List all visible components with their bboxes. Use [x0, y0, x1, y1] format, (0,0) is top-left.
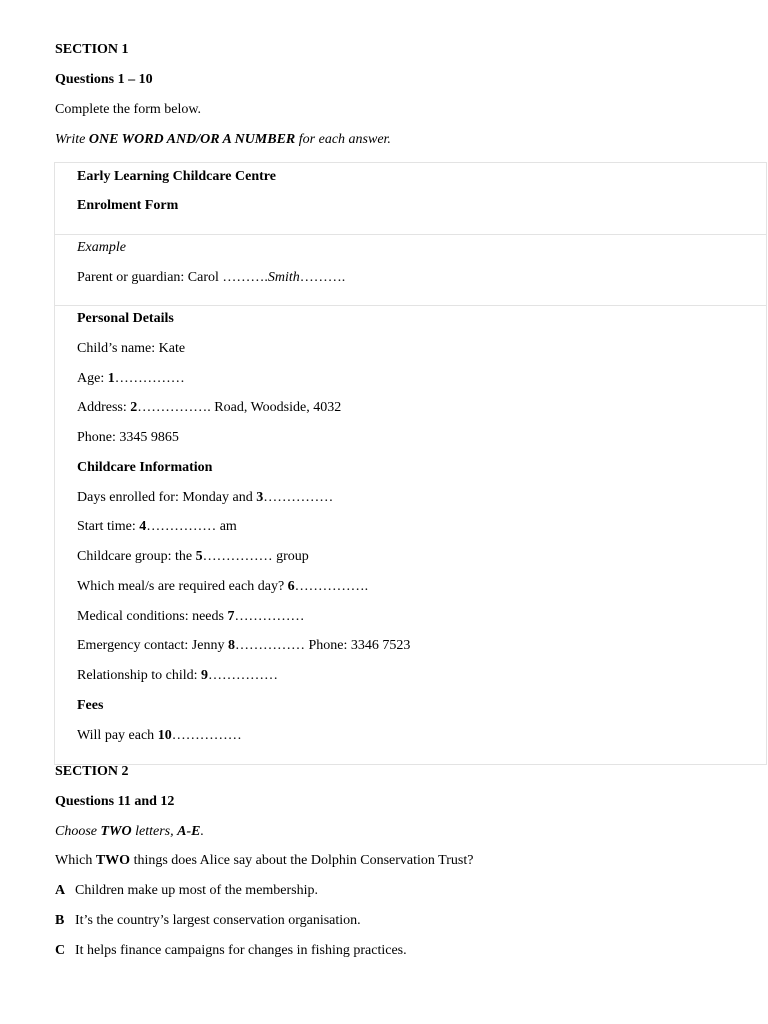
medical-blank: ……………: [234, 609, 305, 624]
example-answer: Smith: [267, 270, 300, 285]
write-emphasis: ONE WORD AND/OR A NUMBER: [88, 132, 296, 147]
relationship-blank: ……………: [208, 668, 279, 683]
start-rest: …………… am: [146, 519, 237, 534]
start-time-line: [77, 518, 237, 536]
option-a: [55, 882, 318, 900]
medical-line: [77, 608, 304, 626]
meal-line: [77, 578, 368, 596]
section-1-title: SECTION 1: [55, 42, 129, 57]
choose-emphasis-1: TWO: [100, 824, 132, 839]
write-prefix: Write: [55, 132, 89, 147]
question-10-number: 10: [157, 728, 172, 743]
choose-instruction: [55, 823, 204, 841]
age-line: [77, 370, 185, 388]
relationship-label: Relationship to child:: [77, 668, 202, 683]
which-prefix: Which: [55, 853, 96, 868]
example-prefix: Parent or guardian: Carol ……….: [77, 270, 268, 285]
question-9-number: 9: [201, 668, 209, 683]
meal-blank: …………….: [294, 579, 369, 594]
address-rest: ……………. Road, Woodside, 4032: [137, 400, 342, 415]
form-divider-1: [55, 234, 766, 235]
which-emphasis: TWO: [95, 853, 131, 868]
group-line: [77, 548, 309, 566]
question-7-number: 7: [227, 609, 235, 624]
form-divider-2: [55, 305, 766, 306]
relationship-line: [77, 667, 278, 685]
phone-line: Phone: 3345 9865: [77, 430, 179, 445]
write-suffix: for each answer.: [295, 132, 391, 147]
question-2-number: 2: [130, 400, 138, 415]
option-letter: A: [55, 883, 66, 898]
choose-suffix: .: [200, 824, 204, 839]
pay-blank: ……………: [171, 728, 242, 743]
age-label: Age:: [77, 371, 108, 386]
question-1-number: 1: [107, 371, 115, 386]
pay-line: [77, 727, 242, 745]
meal-label: Which meal/s are required each day?: [77, 579, 288, 594]
choose-emphasis-2: A-E: [177, 824, 201, 839]
emergency-line: [77, 637, 410, 655]
child-name-line: Child’s name: Kate: [77, 341, 186, 356]
group-label: Childcare group: the: [77, 549, 196, 564]
question-3-number: 3: [256, 490, 264, 505]
choose-prefix: Choose: [55, 824, 101, 839]
medical-label: Medical conditions: needs: [77, 609, 228, 624]
question-prompt: [55, 852, 473, 870]
age-blank: ……………: [114, 371, 185, 386]
option-c: [55, 942, 407, 960]
days-blank: ……………: [263, 490, 334, 505]
example-suffix: ……….: [299, 270, 346, 285]
question-6-number: 6: [287, 579, 295, 594]
option-letter: B: [55, 913, 65, 928]
pay-label: Will pay each: [77, 728, 158, 743]
personal-details-heading: Personal Details: [77, 311, 174, 326]
option-text: Children make up most of the membership.: [75, 883, 319, 898]
example-line: [77, 269, 345, 287]
section-2-title: SECTION 2: [55, 764, 129, 779]
option-b: [55, 912, 361, 930]
option-text: It helps finance campaigns for changes in fishing practices.: [75, 943, 407, 958]
section-1-instruction: Complete the form below.: [55, 102, 202, 117]
start-label: Start time:: [77, 519, 140, 534]
choose-mid: letters,: [131, 824, 178, 839]
childcare-info-heading: Childcare Information: [77, 460, 213, 475]
question-4-number: 4: [139, 519, 147, 534]
option-letter: C: [55, 943, 66, 958]
section-1-questions: Questions 1 – 10: [55, 72, 153, 87]
option-text: It’s the country’s largest conservation organisation.: [75, 913, 361, 928]
question-5-number: 5: [195, 549, 203, 564]
address-line: [77, 399, 341, 417]
group-rest: …………… group: [202, 549, 309, 564]
address-label: Address:: [77, 400, 131, 415]
fees-heading: Fees: [77, 698, 104, 713]
form-title: Enrolment Form: [77, 198, 179, 213]
form-centre-name: Early Learning Childcare Centre: [77, 169, 276, 184]
which-suffix: things does Alice say about the Dolphin Conservation Trust?: [130, 853, 474, 868]
section-1-write-instruction: [55, 131, 391, 149]
emergency-rest: …………… Phone: 3346 7523: [234, 638, 411, 653]
section-2-questions: Questions 11 and 12: [55, 794, 175, 809]
emergency-label: Emergency contact: Jenny: [77, 638, 228, 653]
enrolment-form-box: [54, 162, 767, 765]
days-label: Days enrolled for: Monday and: [77, 490, 257, 505]
example-label: Example: [77, 240, 126, 255]
days-line: [77, 489, 333, 507]
question-8-number: 8: [227, 638, 235, 653]
